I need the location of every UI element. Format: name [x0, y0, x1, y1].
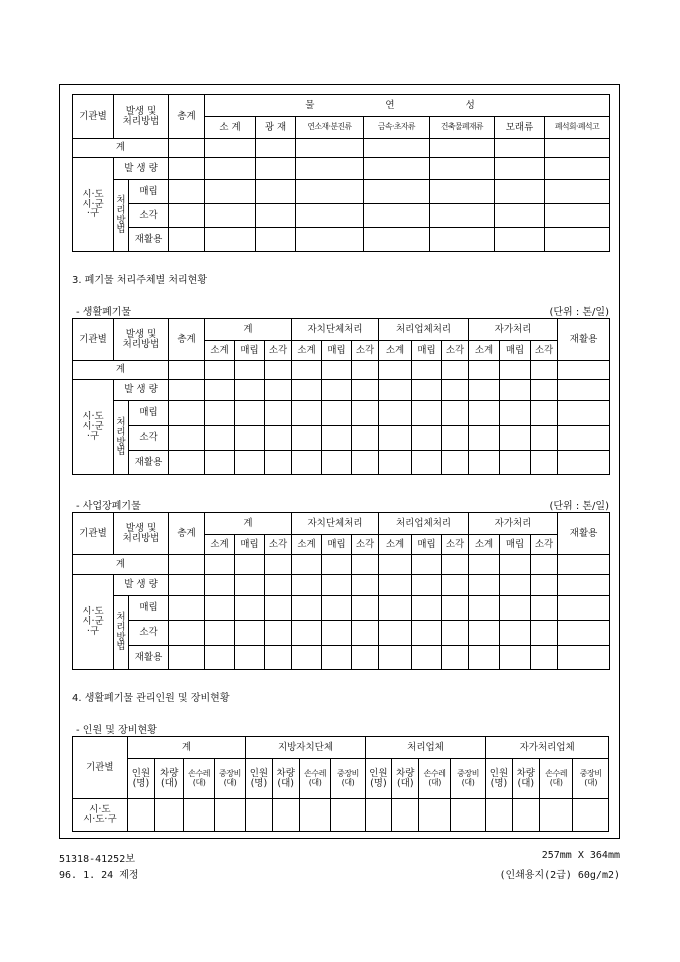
col-heavy: 중장비 (대) [214, 759, 245, 799]
sub-subtotal: 소계 [379, 535, 412, 555]
mat-col-metal: 금속·초자류 [364, 117, 430, 139]
total-header: 총계 [169, 319, 205, 361]
sub-landfill: 매립 [235, 341, 265, 361]
sub-landfill: 매립 [412, 341, 442, 361]
group-total: 계 [205, 513, 292, 535]
landfill-row-label: 매립 [129, 401, 169, 426]
total-row-label: 계 [73, 139, 169, 158]
gen-row-label: 발 생 량 [114, 158, 169, 180]
staff-group-total: 계 [127, 737, 246, 759]
col-staff: 인원 (명) [127, 759, 154, 799]
total-header: 총계 [169, 513, 205, 555]
proc-method-label: 처 리 방 법 [114, 401, 129, 475]
mat-col-construction: 건축물폐재류 [430, 117, 495, 139]
landfill-row-label: 매립 [129, 180, 169, 204]
household-unit: (단위 : 톤/일) [549, 307, 609, 318]
proc-method-label: 처 리 방 법 [114, 596, 129, 670]
sub-incin: 소각 [352, 535, 379, 555]
form-date: 96. 1. 24 제정 [59, 870, 139, 881]
col-heavy: 중장비 (대) [573, 759, 609, 799]
agency-header: 기관별 [73, 513, 114, 555]
sub-landfill: 매립 [500, 535, 531, 555]
group-total: 계 [205, 319, 292, 341]
sub-incin: 소각 [531, 341, 558, 361]
incin-row-label: 소각 [129, 204, 169, 228]
household-subtitle: - 생활폐기물 [76, 307, 132, 318]
mat-col-lime: 폐석회·폐석고 [545, 117, 610, 139]
col-staff: 인원 (명) [365, 759, 391, 799]
sub-subtotal: 소계 [469, 341, 500, 361]
landfill-row-label: 매립 [129, 596, 169, 621]
section3-title: 3. 폐기물 처리주체별 처리현황 [72, 275, 207, 286]
mat-col-sand: 모래류 [495, 117, 545, 139]
group-self: 자가처리 [469, 319, 558, 341]
gen-row-label: 발 생 량 [114, 380, 169, 401]
staff-group-self: 자가처리업체 [486, 737, 609, 759]
staff-subtitle: - 인원 및 장비현황 [76, 725, 157, 736]
business-unit: (단위 : 톤/일) [549, 501, 609, 512]
mat-col-subtotal: 소 계 [205, 117, 256, 139]
mat-col-slag: 광 재 [256, 117, 296, 139]
incin-row-label: 소각 [129, 621, 169, 646]
sub-incin: 소각 [265, 341, 292, 361]
section4-title: 4. 생활폐기물 관리인원 및 장비현황 [72, 693, 230, 704]
method-header: 발생 및 처리방법 [114, 319, 169, 361]
sub-subtotal: 소계 [205, 341, 235, 361]
recycle-row-label: 재활용 [129, 228, 169, 252]
col-vehicle: 차량 (대) [272, 759, 299, 799]
region-label: 시·도 시·군 ·구 [73, 380, 114, 475]
sub-incin: 소각 [531, 535, 558, 555]
total-header: 총계 [169, 95, 205, 139]
col-staff: 인원 (명) [486, 759, 512, 799]
paper-size: 257mm X 364mm [541, 850, 620, 861]
group-contractor: 처리업체처리 [379, 319, 469, 341]
business-subtitle: - 사업장폐기물 [76, 501, 141, 512]
sub-landfill: 매립 [235, 535, 265, 555]
col-staff: 인원 (명) [246, 759, 272, 799]
incin-row-label: 소각 [129, 426, 169, 451]
sub-subtotal: 소계 [205, 535, 235, 555]
sub-subtotal: 소계 [469, 535, 500, 555]
staff-table [72, 736, 609, 832]
material-header: 물 연 성 [205, 95, 610, 117]
col-heavy: 중장비 (대) [450, 759, 485, 799]
sub-landfill: 매립 [322, 535, 352, 555]
staff-group-contractor: 처리업체 [365, 737, 486, 759]
sub-incin: 소각 [352, 341, 379, 361]
region-label: 시·도 시·군 ·구 [73, 575, 114, 670]
agency-header: 기관별 [73, 95, 114, 139]
group-local-gov: 자치단체처리 [292, 319, 379, 341]
sub-landfill: 매립 [412, 535, 442, 555]
group-self: 자가처리 [469, 513, 558, 535]
mat-col-ash: 연소재·분진류 [296, 117, 364, 139]
col-cart: 손수레 (대) [184, 759, 214, 799]
total-row-label: 계 [73, 361, 169, 380]
business-table [72, 512, 610, 670]
col-cart: 손수레 (대) [539, 759, 572, 799]
col-cart: 손수레 (대) [299, 759, 330, 799]
sub-incin: 소각 [442, 341, 469, 361]
sub-landfill: 매립 [500, 341, 531, 361]
staff-agency-header: 기관별 [73, 737, 128, 799]
sub-incin: 소각 [442, 535, 469, 555]
col-cart: 손수레 (대) [419, 759, 450, 799]
sub-subtotal: 소계 [292, 535, 322, 555]
col-vehicle: 차량 (대) [392, 759, 419, 799]
sub-subtotal: 소계 [379, 341, 412, 361]
paper-spec: (인쇄용지(2급) 60g/m2) [499, 870, 620, 881]
recycle-row-label: 재활용 [129, 646, 169, 670]
group-contractor: 처리업체처리 [379, 513, 469, 535]
col-heavy: 중장비 (대) [331, 759, 365, 799]
col-vehicle: 차량 (대) [512, 759, 539, 799]
total-row-label: 계 [73, 555, 169, 575]
method-header: 발생 및 처리방법 [114, 513, 169, 555]
agency-header: 기관별 [73, 319, 114, 361]
recycle-header: 재활용 [558, 513, 610, 555]
sub-incin: 소각 [265, 535, 292, 555]
material-table [72, 94, 610, 252]
gen-row-label: 발 생 량 [114, 575, 169, 596]
sub-landfill: 매립 [322, 341, 352, 361]
region-label: 시·도 시·군 ·구 [73, 158, 114, 252]
proc-method-label: 처 리 방 법 [114, 180, 129, 252]
recycle-header: 재활용 [558, 319, 610, 361]
staff-region-label: 시·도 시·도·구 [73, 799, 128, 832]
form-code: 51318-41252보 [59, 854, 135, 865]
recycle-row-label: 재활용 [129, 451, 169, 475]
col-vehicle: 차량 (대) [155, 759, 184, 799]
staff-group-local-gov: 지방자치단체 [246, 737, 366, 759]
sub-subtotal: 소계 [292, 341, 322, 361]
method-header: 발생 및 처리방법 [114, 95, 169, 139]
group-local-gov: 자치단체처리 [292, 513, 379, 535]
household-table [72, 318, 610, 475]
